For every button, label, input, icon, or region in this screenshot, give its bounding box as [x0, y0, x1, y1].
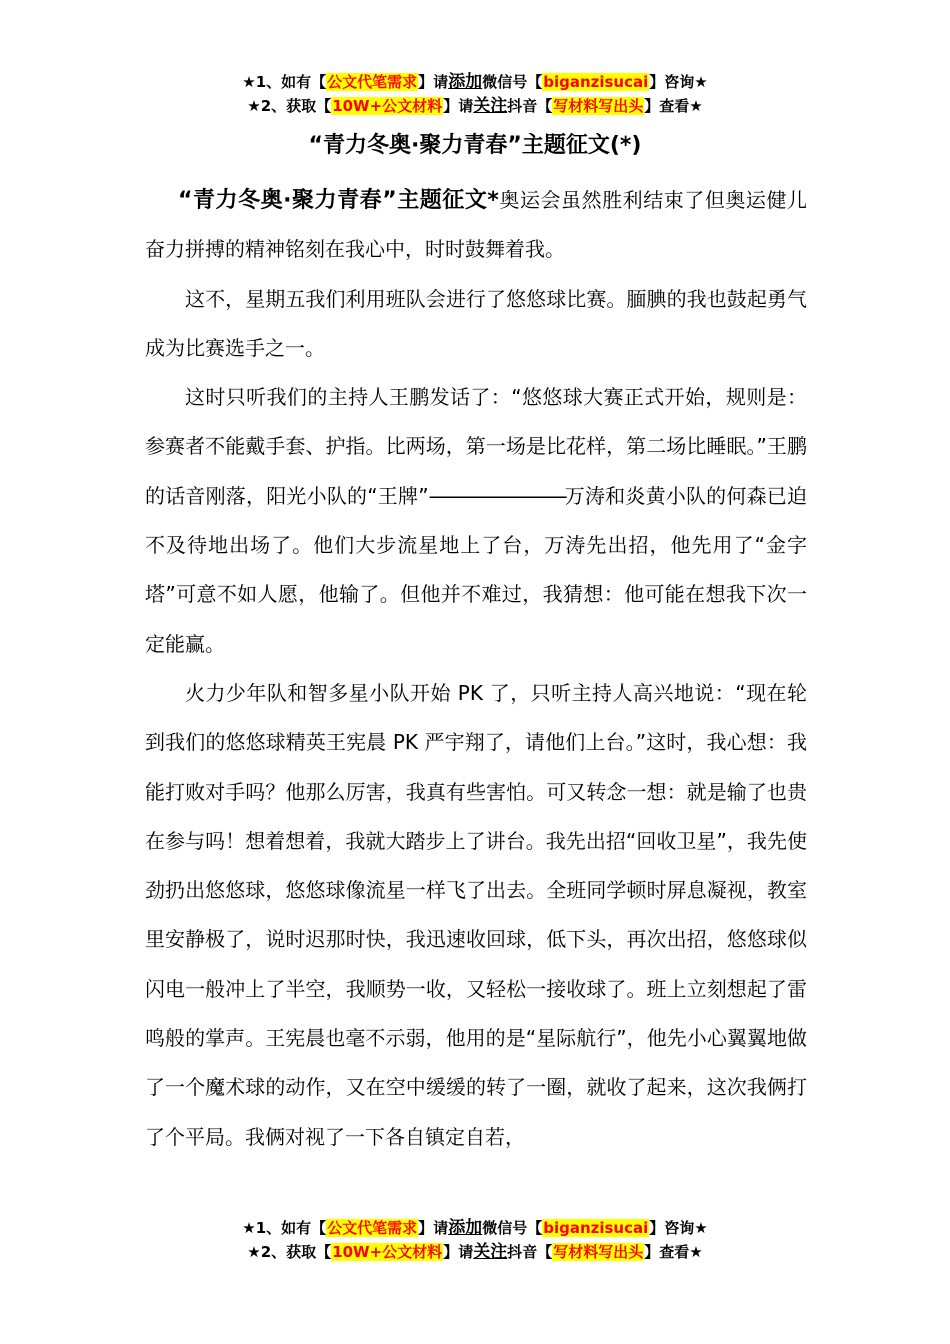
paragraph	[145, 176, 807, 275]
paragraph-text: 万涛和炎黄小队的何森已迫不及待地出场了。他们大步流星地上了台，万涛先出招，他先用了“金字塔”可意不如人愿，他输了。但他并不难过，我猜想：他可能在想我下次一定能赢。	[145, 483, 807, 656]
promo-line-2	[0, 1240, 950, 1264]
promo-text: 】请	[418, 73, 449, 91]
paragraph-text: 奥运会虽然胜利结束了但奥运健儿奋力拼搏的精神铭刻在我心中，时时鼓舞着我。	[145, 188, 807, 262]
promo-text: 微信号【	[482, 73, 543, 91]
article-body	[145, 176, 807, 1162]
promo-text: 】咨询★	[649, 1219, 708, 1237]
promo-highlight-service: 公文代笔需求	[327, 1219, 418, 1237]
promo-line-2	[0, 94, 950, 118]
inline-title: “青力冬奥·聚力青春”主题征文*	[178, 188, 499, 213]
promo-underlined-text: 关注	[473, 96, 508, 116]
promo-line-1	[0, 70, 950, 94]
promo-highlight-materials: 10W+公文材料	[332, 97, 443, 115]
promo-text: 微信号【	[482, 1219, 543, 1237]
em-dash: ————————	[428, 483, 565, 508]
promo-text: 】咨询★	[649, 73, 708, 91]
promo-line-1	[0, 1216, 950, 1240]
paragraph: 火力少年队和智多星小队开始 PK 了，只听主持人高兴地说：“现在轮到我们的悠悠球精英王宪晨 PK 严宇翔了，请他们上台。”这时，我心想：我能打败对手吗？他那么厉害，我真有些害怕。可又转念一想：就是输了也贵在参与吗！想着想着，我就大踏步上了讲台。我先出招“回收卫星”，我先使劲扔出悠悠球，悠悠球像流星一样飞了出去。全班同学顿时屏息凝视，教室里安静极了，说时迟那时快，我迅速收回球，低下头，再次出招，悠悠球似闪电一般冲上了半空，我顺势一收，又轻松一接收球了。班上立刻想起了雷鸣般的掌声。王宪晨也毫不示弱，他用的是“星际航行”，他先小心翼翼地做了一个魔术球的动作，又在空中缓缓的转了一圈，就收了起来，这次我俩打了个平局。我俩对视了一下各自镇定自若，	[145, 680, 807, 1149]
footer-promo-banner	[0, 1216, 950, 1264]
promo-highlight-douyin: 写材料写出头	[553, 1243, 644, 1261]
promo-text: 】查看★	[644, 97, 703, 115]
promo-text: 】查看★	[644, 1243, 703, 1261]
promo-highlight-wechat-id: biganzisucai	[543, 1219, 649, 1237]
promo-underlined-text: 关注	[473, 1242, 508, 1262]
paragraph-text: 这时只听我们的主持人王鹏发话了：“悠悠球大赛正式开始，规则是：参赛者不能戴手套、护指。比两场，第一场是比花样，第二场比睡眠。”王鹏的话音刚落，阳光小队的“王牌”	[145, 385, 807, 508]
header-promo-banner	[0, 70, 950, 118]
promo-highlight-douyin: 写材料写出头	[553, 97, 644, 115]
promo-text: 】请	[443, 97, 474, 115]
document-title: “青力冬奥·聚力青春”主题征文(*)	[308, 133, 642, 158]
promo-text: ★2、获取【	[247, 1243, 332, 1261]
paragraph: 这不，星期五我们利用班队会进行了悠悠球比赛。腼腆的我也鼓起勇气成为比赛选手之一。	[145, 286, 807, 360]
promo-highlight-wechat-id: biganzisucai	[543, 73, 649, 91]
promo-text: 】请	[443, 1243, 474, 1261]
promo-text: 抖音【	[507, 97, 553, 115]
promo-text: ★1、如有【	[242, 1219, 327, 1237]
promo-underlined-text: 添加	[448, 1218, 483, 1238]
promo-text: ★2、获取【	[247, 97, 332, 115]
promo-highlight-materials: 10W+公文材料	[332, 1243, 443, 1261]
promo-text: 】请	[418, 1219, 449, 1237]
promo-underlined-text: 添加	[448, 72, 483, 92]
promo-text: ★1、如有【	[242, 73, 327, 91]
paragraph	[145, 373, 807, 669]
promo-text: 抖音【	[507, 1243, 553, 1261]
promo-highlight-service: 公文代笔需求	[327, 73, 418, 91]
